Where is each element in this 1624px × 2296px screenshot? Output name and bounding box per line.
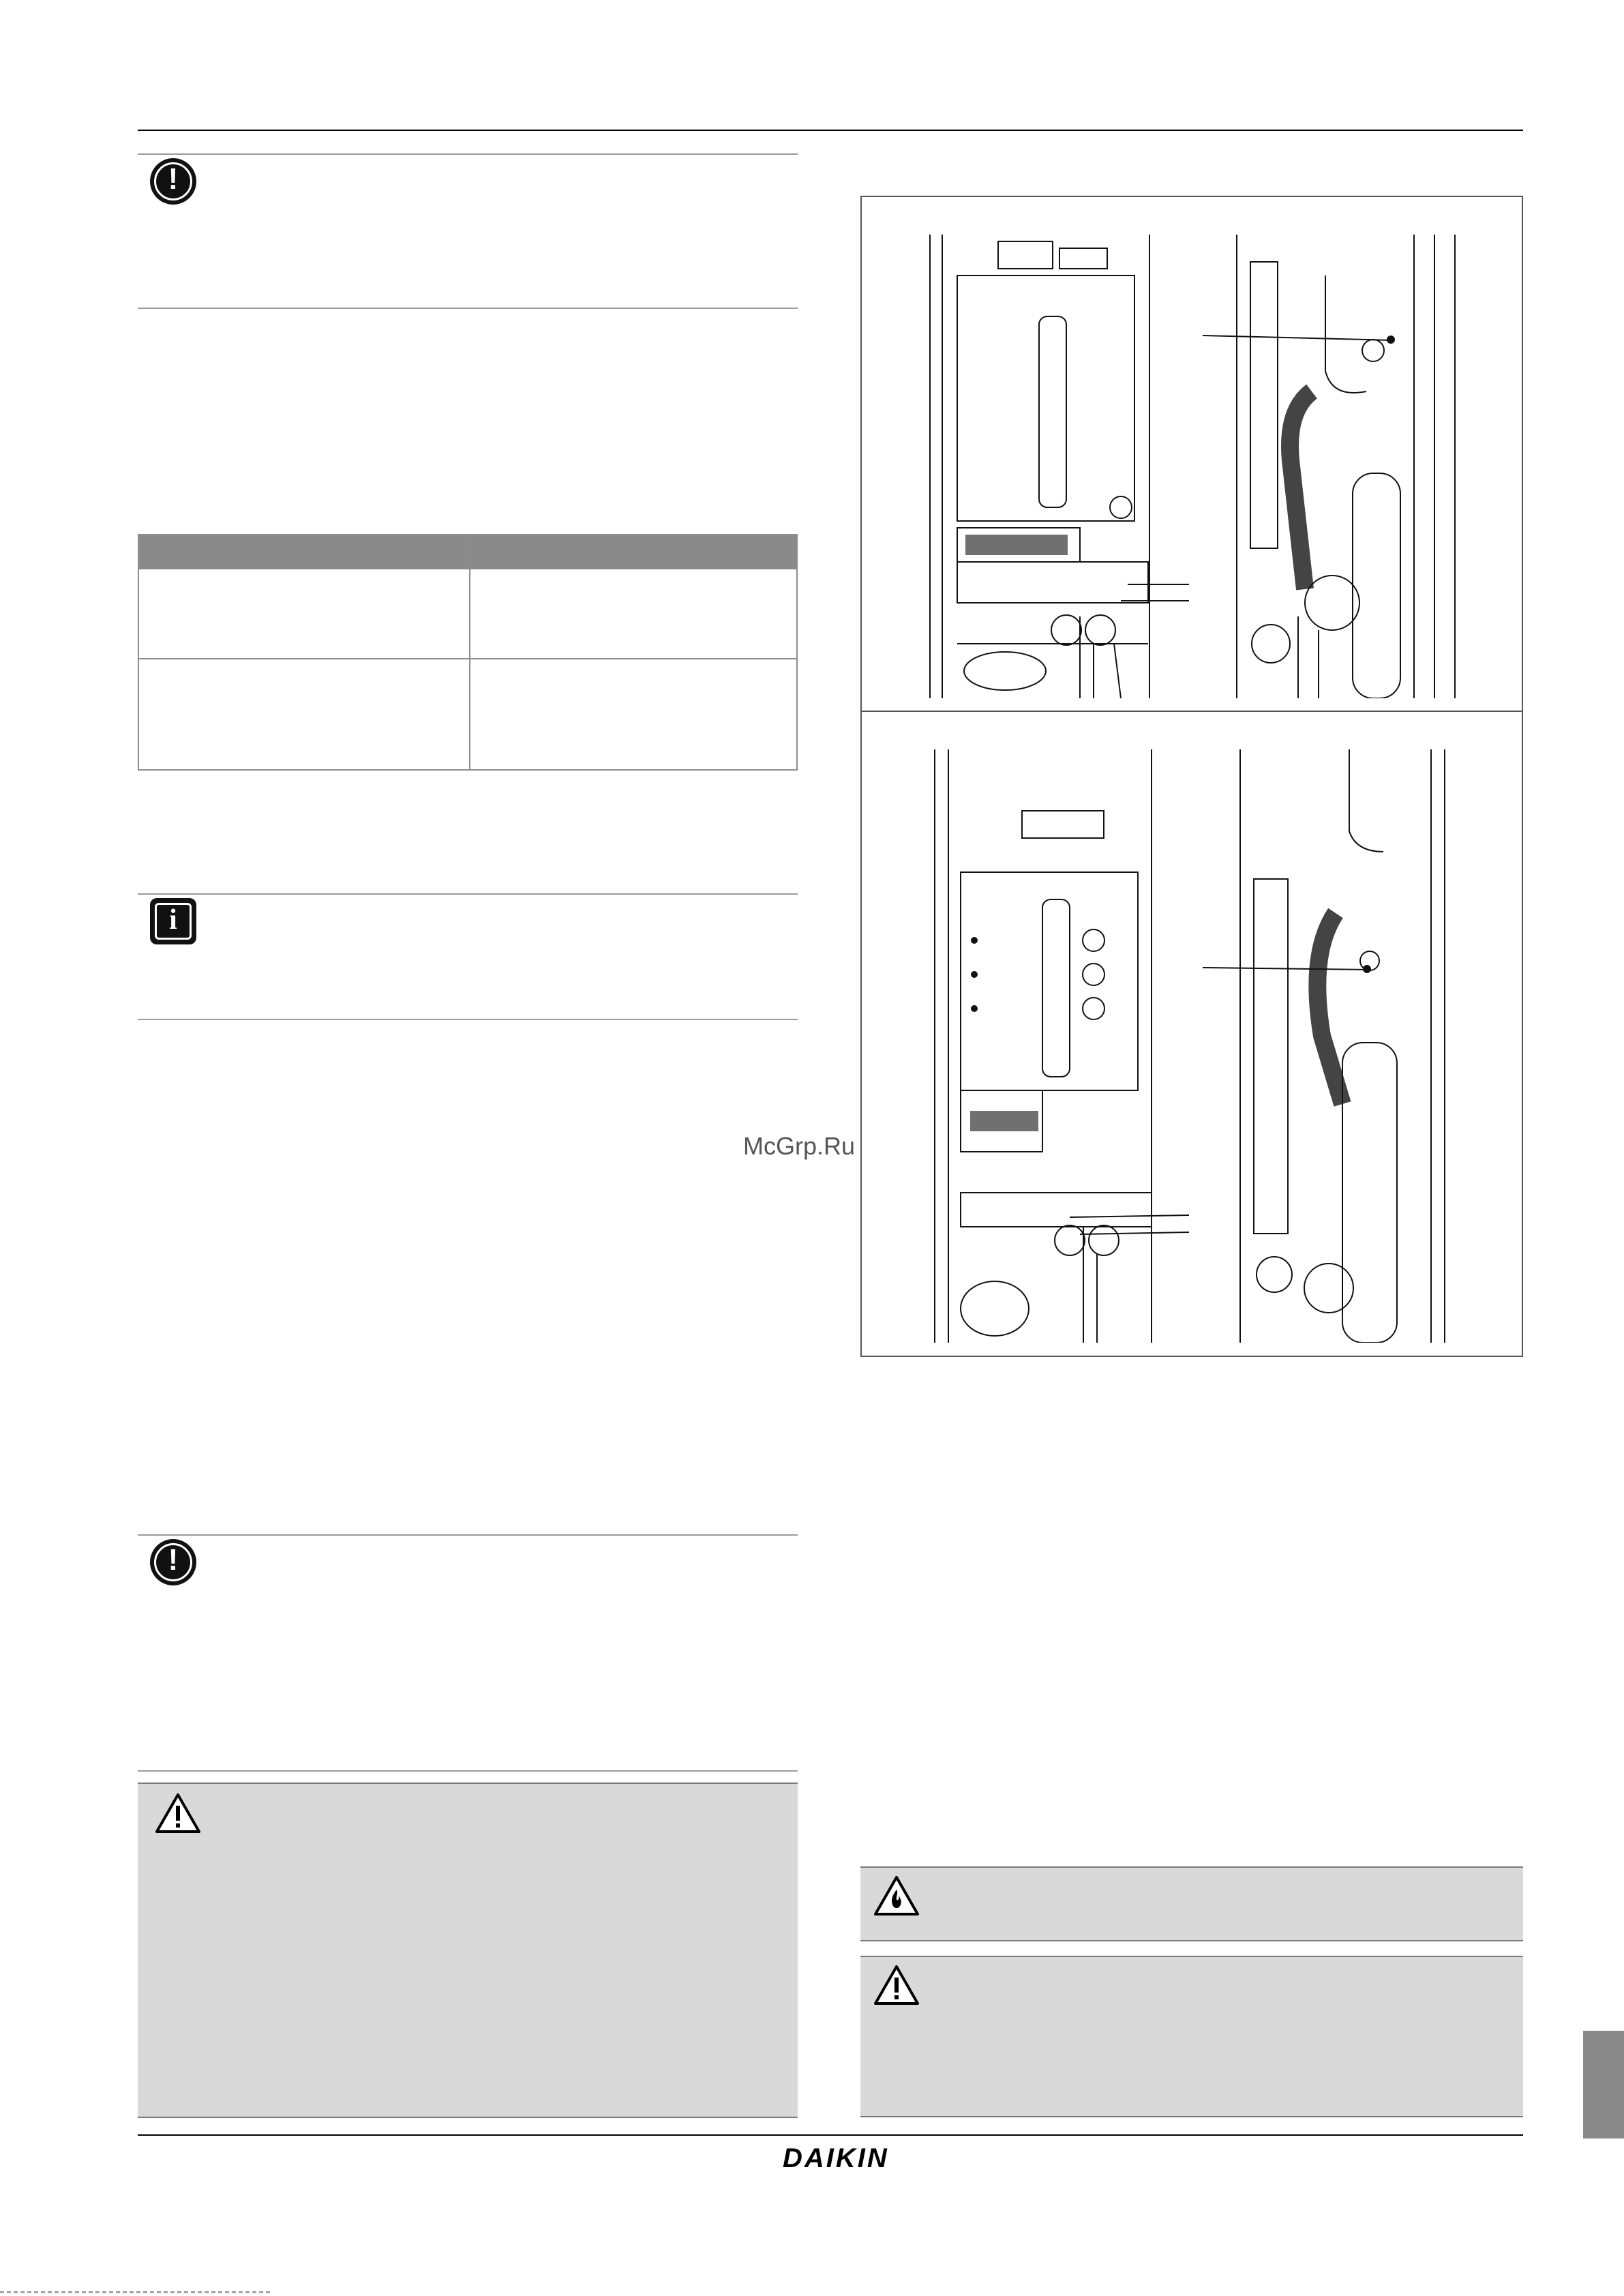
section-tab <box>1583 2031 1624 2138</box>
table-column-divider <box>469 535 470 769</box>
exclamation-icon: ! <box>150 158 196 205</box>
flammable-warning-icon <box>873 1875 920 1917</box>
warning-box-bottom-rule <box>138 2117 798 2118</box>
leader-lines-bottom <box>862 711 1524 1358</box>
leader-lines-top <box>862 197 1524 711</box>
exclamation-icon: ! <box>150 1539 196 1585</box>
warning-box-top-rule <box>138 1783 798 1784</box>
table-header <box>139 535 796 569</box>
notice-2-top-rule <box>138 893 798 895</box>
warning-box-right <box>860 1956 1523 2117</box>
watermark-text: McGrp.Ru <box>743 1132 856 1160</box>
notice-2-bottom-rule <box>138 1019 798 1020</box>
warning-box-top-rule <box>860 1956 1523 1957</box>
warning-box-top-rule <box>860 1866 1523 1868</box>
warning-box-bottom-rule <box>860 1940 1523 1941</box>
notice-3-bottom-rule <box>138 1770 798 1772</box>
warning-box-left <box>138 1783 798 2118</box>
warning-box-flammable <box>860 1866 1523 1941</box>
warning-triangle-icon <box>154 1792 202 1834</box>
spec-table <box>138 534 798 771</box>
scan-artifact <box>0 2291 273 2293</box>
table-row-divider <box>139 658 796 659</box>
brand-logo: DAIKIN <box>783 2143 889 2173</box>
warning-triangle-icon <box>873 1964 920 2006</box>
figure-frame <box>860 196 1523 1357</box>
warning-box-bottom-rule <box>860 2116 1523 2117</box>
info-icon: i <box>150 898 196 944</box>
notice-3-top-rule <box>138 1534 798 1536</box>
notice-1-top-rule <box>138 153 798 155</box>
footer-rule <box>138 2134 1523 2136</box>
notice-1-bottom-rule <box>138 308 798 309</box>
header-rule <box>138 130 1523 131</box>
